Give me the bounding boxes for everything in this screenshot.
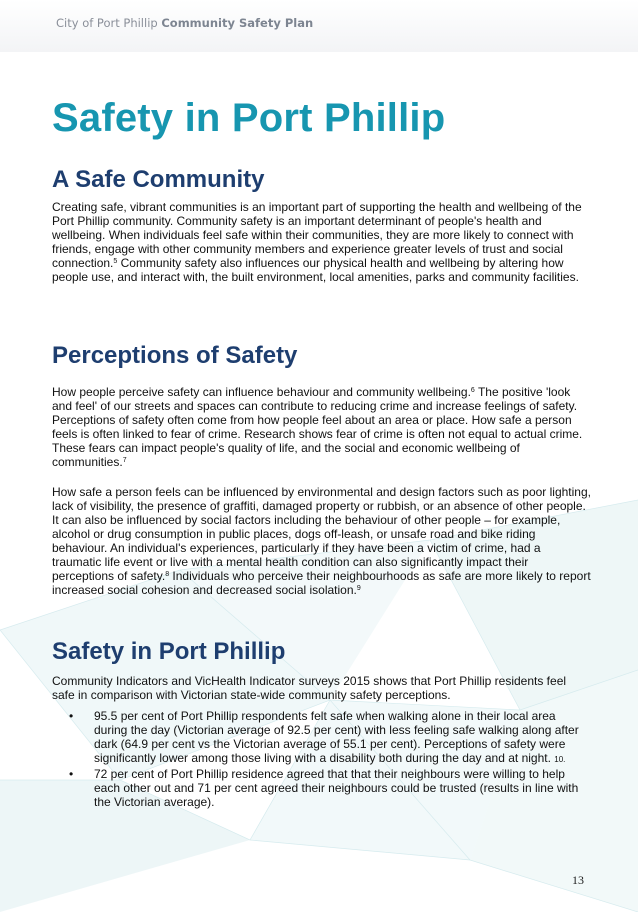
- perceptions-paragraph-2: [52, 485, 592, 597]
- perceptions-paragraph-1: [52, 385, 592, 469]
- footnote-ref: 6: [470, 387, 475, 394]
- bullet-text: 72 per cent of Port Phillip residence agreed that that their neighbours were willing to help each other out and 71 per cent agreed their neighbours could be trusted (results in line with the Victorian average).: [94, 767, 579, 809]
- perceptions-text: Individuals who perceive their neighbourhoods as safe are more likely to report increased social cohesion and decreased social isolation.: [52, 569, 591, 597]
- header-org: City of Port Phillip: [56, 16, 158, 30]
- footnote-ref: 9: [356, 585, 361, 592]
- footnote-ref: 7: [122, 457, 127, 464]
- perceptions-text: How people perceive safety can influence behaviour and community wellbeing.: [52, 385, 471, 399]
- heading-safety-in-port-phillip: Safety in Port Phillip: [52, 638, 286, 665]
- running-header: [56, 16, 313, 30]
- page-title: Safety in Port Phillip: [52, 96, 446, 140]
- safe-community-text-tail: Community safety also influences our physical health and wellbeing by altering how people use, and interact with, the built environment, local amenities, parks and community facilities.: [52, 256, 579, 284]
- list-item: [52, 767, 592, 809]
- bullet-icon: •: [69, 709, 74, 723]
- footnote-ref: 5: [113, 258, 118, 265]
- list-item: [52, 709, 592, 767]
- perceptions-text: How safe a person feels can be influenced by environmental and design factors such as poor lighting, lack of visibility, the presence of graffiti, damaged property or rubbish, or an absence of other people. It can also be influenced by social factors including the behaviour of other people – for example, alcohol or drug consumption in public places, dogs off-leash, or unsafe road and bike riding behaviour. An individual's experiences, particularly if they have been a victim of crime, had a traumatic life event or live with a mental health condition can also significantly impact their perceptions of safety.: [52, 485, 591, 583]
- safe-community-text: Creating safe, vibrant communities is an important part of supporting the health and wellbeing of the Port Phillip community. Community safety is an important determinant of people's health and wellbeing. When individuals feel safe within their communities, they are more likely to connect with friends, engage with other community members and experience greater levels of trust and social connection.: [52, 200, 582, 270]
- heading-perceptions-of-safety: Perceptions of Safety: [52, 342, 298, 369]
- heading-a-safe-community: A Safe Community: [52, 166, 265, 193]
- header-doc-title: Community Safety Plan: [161, 16, 314, 30]
- footnote-ref: 10.: [554, 755, 566, 764]
- page-header: [0, 0, 638, 52]
- bullet-text: 95.5 per cent of Port Phillip respondents felt safe when walking alone in their local area during the day (Victorian average of 92.5 per cent) with less feeling safe walking along after dark (64.9 per cent vs the Victorian average of 55.1 per cent). Perceptions of safety were significantly lower among those living with a disability both during the day and at night.: [94, 709, 579, 765]
- safety-statistics-list: [52, 709, 592, 809]
- safety-intro-paragraph: Community Indicators and VicHealth Indicator surveys 2015 shows that Port Phillip residents feel safe in comparison with Victorian state-wide community safety perceptions.: [52, 674, 567, 702]
- footnote-ref: 8: [165, 571, 170, 578]
- perceptions-text: The positive 'look and feel' of our streets and spaces can contribute to reducing crime and increase feelings of safety. Perceptions of safety often come from how people feel about an area or place. How safe a person feels is often linked to fear of crime. Research shows fear of crime is often not equal to actual crime. These fears can impact people's quality of life, and the social and economic wellbeing of communities.: [52, 385, 583, 469]
- safe-community-paragraph: [52, 200, 592, 284]
- page-number: 13: [572, 873, 584, 887]
- bullet-icon: •: [69, 767, 74, 781]
